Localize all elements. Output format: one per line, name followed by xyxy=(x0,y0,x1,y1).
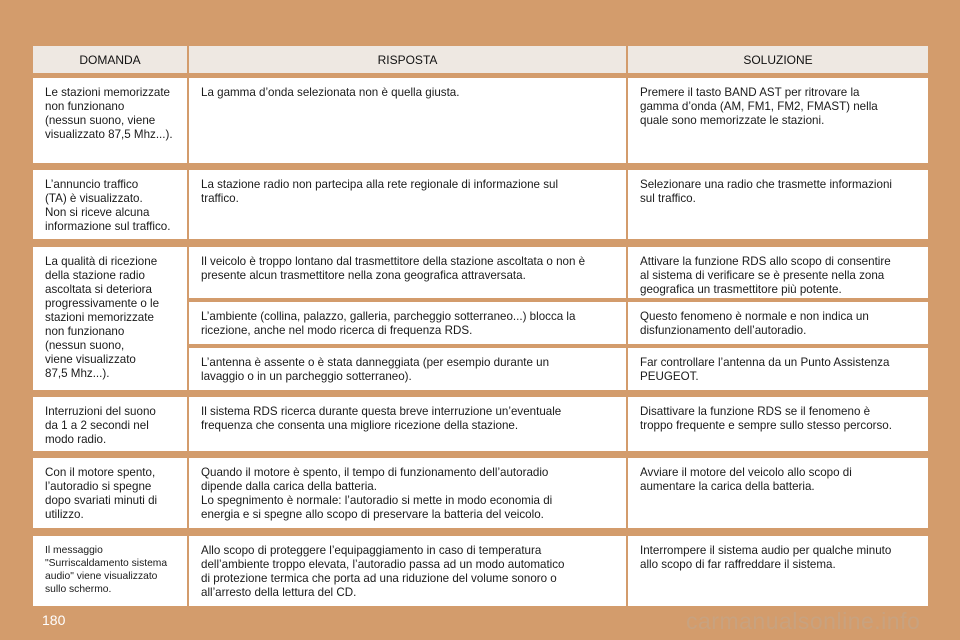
row2-solution: Selezionare una radio che trasmette informazioni sul traffico. xyxy=(628,170,928,239)
row5-answer: Quando il motore è spento, il tempo di funzionamento dell’autoradio dipende dalla carica della batteria. Lo spegnimento è normale: l’autoradio si mette in modo economia di energia e si spegne allo scopo di preservare la batteria del veicolo. xyxy=(189,458,626,528)
row5-question: Con il motore spento, l’autoradio si spegne dopo svariati minuti di utilizzo. xyxy=(33,458,187,528)
header-answer: RISPOSTA xyxy=(189,46,626,73)
row2-question: L’annuncio traffico (TA) è visualizzato. Non si riceve alcuna informazione sul traffico. xyxy=(33,170,187,239)
header-question: DOMANDA xyxy=(33,46,187,73)
row1-solution: Premere il tasto BAND AST per ritrovare la gamma d’onda (AM, FM1, FM2, FMAST) nella quale sono memorizzate le stazioni. xyxy=(628,78,928,163)
row6-answer: Allo scopo di proteggere l’equipaggiamento in caso di temperatura dell’ambiente troppo elevata, l’autoradio passa ad un modo automatico di protezione termica che porta ad una riduzione del volume sonoro o all’arresto della lettura del CD. xyxy=(189,536,626,606)
row6-solution: Interrompere il sistema audio per qualche minuto allo scopo di far raffreddare il sistema. xyxy=(628,536,928,606)
row5-solution: Avviare il motore del veicolo allo scopo di aumentare la carica della batteria. xyxy=(628,458,928,528)
row4-solution: Disattivare la funzione RDS se il fenomeno è troppo frequente e sempre sullo stesso percorso. xyxy=(628,397,928,451)
row2-answer: La stazione radio non partecipa alla rete regionale di informazione sul traffico. xyxy=(189,170,626,239)
page-number: 180 xyxy=(42,612,66,628)
row1-answer: La gamma d’onda selezionata non è quella giusta. xyxy=(189,78,626,163)
watermark-text: carmanualsonline.info xyxy=(686,608,921,634)
row3-question: La qualità di ricezione della stazione radio ascoltata si deteriora progressivamente o le stazioni memorizzate non funzionano (nessun suono, viene visualizzato 87,5 Mhz...). xyxy=(33,247,187,390)
row4-answer: Il sistema RDS ricerca durante questa breve interruzione un’eventuale frequenza che consenta una migliore ricezione della stazione. xyxy=(189,397,626,451)
header-solution: SOLUZIONE xyxy=(628,46,928,73)
row4-question: Interruzioni del suono da 1 a 2 secondi nel modo radio. xyxy=(33,397,187,451)
row3-answer-1: Il veicolo è troppo lontano dal trasmettitore della stazione ascoltata o non è presente alcun trasmettitore nella zona geografica attraversata. xyxy=(189,247,626,298)
row3-solution-3: Far controllare l’antenna da un Punto Assistenza PEUGEOT. xyxy=(628,348,928,390)
row3-answer-3: L’antenna è assente o è stata danneggiata (per esempio durante un lavaggio o in un parcheggio sotterraneo). xyxy=(189,348,626,390)
row1-question: Le stazioni memorizzate non funzionano (nessun suono, viene visualizzato 87,5 Mhz...). xyxy=(33,78,187,163)
row6-question: Il messaggio "Surriscaldamento sistema audio" viene visualizzato sullo schermo. xyxy=(33,536,187,606)
row3-solution-2: Questo fenomeno è normale e non indica un disfunzionamento dell’autoradio. xyxy=(628,302,928,344)
row3-answer-2: L’ambiente (collina, palazzo, galleria, parcheggio sotterraneo...) blocca la ricezione, anche nel modo ricerca di frequenza RDS. xyxy=(189,302,626,344)
row3-solution-1: Attivare la funzione RDS allo scopo di consentire al sistema di verificare se è presente nella zona geografica un trasmettitore più potente. xyxy=(628,247,928,298)
